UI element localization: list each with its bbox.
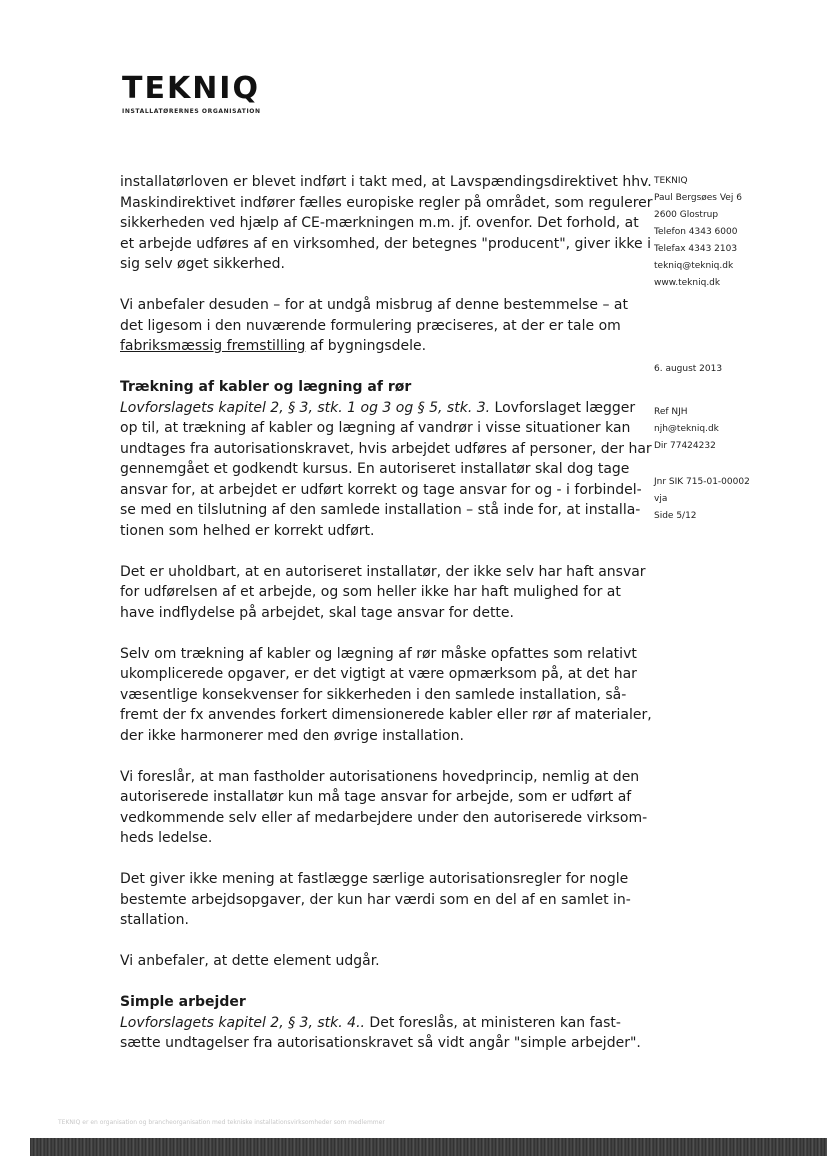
initials: vja bbox=[654, 494, 668, 504]
text-line: Det giver ikke mening at fastlægge særlige autorisationsregler for nogle bbox=[120, 871, 629, 887]
footer-text: TEKNIQ er en organisation og brancheorganisation med tekniske installationsvirksomheder som medlemmer bbox=[58, 1119, 385, 1126]
letter-body bbox=[120, 172, 653, 1054]
text-line: fremt der fx anvendes forkert dimensionerede kabler eller rør af materialer, bbox=[120, 707, 652, 723]
text-line: autoriserede installatør kun må tage ansvar for arbejde, som er udført af bbox=[120, 789, 632, 805]
paragraph bbox=[120, 951, 640, 972]
text-line: det ligesom i den nuværende formulering præciseres, at der er tale om bbox=[120, 317, 621, 334]
text-line: Det er uholdbart, at en autoriseret installatør, der ikke selv har haft ansvar bbox=[120, 563, 646, 580]
text-line: ukomplicerede opgaver, er det vigtigt at være opmærksom på, at det har bbox=[120, 666, 637, 682]
sender-email: tekniq@tekniq.dk bbox=[654, 261, 734, 271]
journal-info bbox=[654, 474, 814, 525]
text-line: sætte undtagelser fra autorisationskravet så vidt angår "simple arbejder". bbox=[120, 1035, 641, 1051]
sender-org: TEKNIQ bbox=[654, 176, 688, 186]
paragraph bbox=[120, 644, 652, 747]
text-line: bestemte arbejdsopgaver, der kun har værdi som en del af en samlet in- bbox=[120, 891, 631, 908]
sender-fax: Telefax 4343 2103 bbox=[654, 244, 738, 254]
sender-info bbox=[654, 173, 814, 292]
page-number: Side 5/12 bbox=[654, 511, 697, 521]
law-reference: Lovforslagets kapitel 2, § 3, stk. 1 og 3 og § 5, stk. 3. bbox=[120, 399, 491, 416]
document-meta bbox=[654, 361, 814, 378]
logo-tagline: INSTALLATØRERNES ORGANISATION bbox=[122, 108, 261, 115]
law-reference: Lovforslagets kapitel 2, § 3, stk. 4.. bbox=[120, 1014, 365, 1031]
text-line bbox=[120, 398, 640, 419]
paragraph bbox=[120, 767, 648, 849]
document-date: 6. august 2013 bbox=[654, 364, 723, 374]
logo bbox=[122, 72, 261, 115]
text-line: have indflydelse på arbejdet, skal tage ansvar for dette. bbox=[120, 604, 514, 621]
text-line: heds ledelse. bbox=[120, 830, 213, 846]
logo-wordmark: TEKNIQ bbox=[122, 71, 260, 106]
sender-city: 2600 Glostrup bbox=[654, 210, 719, 220]
section-cables bbox=[120, 377, 652, 541]
direct-phone: Dir 77424232 bbox=[654, 441, 716, 451]
text-span: Det foreslås, at ministeren kan fast- bbox=[364, 1014, 621, 1031]
sender-web: www.tekniq.dk bbox=[654, 278, 721, 288]
text-line: tionen som helhed er korrekt udført. bbox=[120, 522, 375, 539]
text-line: stallation. bbox=[120, 912, 189, 928]
text-line: undtages fra autorisationskravet, hvis arbejdet udføres af personer, der har bbox=[120, 440, 652, 457]
paragraph bbox=[120, 295, 640, 357]
text-line: vedkommende selv eller af medarbejdere under den autoriserede virksom- bbox=[120, 809, 648, 826]
paragraph bbox=[120, 562, 646, 624]
text-line: Selv om trækning af kabler og lægning af rør måske opfattes som relativt bbox=[120, 645, 637, 662]
reference-info bbox=[654, 404, 814, 455]
section-simple-work bbox=[120, 992, 640, 1054]
footer-bar bbox=[30, 1138, 827, 1156]
paragraph bbox=[120, 869, 640, 931]
text-line: et arbejde udføres af en virksomhed, der betegnes "producent", giver ikke i bbox=[120, 235, 651, 252]
text-line: for udførelsen af et arbejde, og som heller ikke har haft mulighed for at bbox=[120, 584, 621, 600]
text-line: Maskindirektivet indfører fælles europiske regler på området, som regulerer bbox=[120, 194, 653, 211]
underlined-term: fabriksmæssig fremstilling bbox=[120, 338, 306, 354]
journal-number: Jnr SIK 715-01-00002 bbox=[654, 477, 750, 487]
text-line: væsentlige konsekvenser for sikkerheden i den samlede installation, så- bbox=[120, 686, 627, 703]
text-line: gennemgået et godkendt kursus. En autoriseret installatør skal dog tage bbox=[120, 461, 630, 477]
text-line: Vi anbefaler, at dette element udgår. bbox=[120, 953, 380, 969]
text-line: se med en tilslutning af den samlede installation – stå inde for, at installa- bbox=[120, 502, 641, 518]
text-line: op til, at trækning af kabler og lægning af vandrør i visse situationer kan bbox=[120, 420, 631, 436]
reference: Ref NJH bbox=[654, 407, 688, 417]
text-line: installatørloven er blevet indført i takt med, at Lavspændingsdirektivet hhv. bbox=[120, 174, 652, 190]
section-heading: Simple arbejder bbox=[120, 994, 246, 1010]
text-line: sikkerheden ved hjælp af CE-mærkningen m.m. jf. ovenfor. Det forhold, at bbox=[120, 215, 639, 231]
text-line: sig selv øget sikkerhed. bbox=[120, 256, 285, 272]
text-span: af bygningsdele. bbox=[305, 338, 427, 354]
section-heading: Trækning af kabler og lægning af rør bbox=[120, 379, 412, 395]
text-line bbox=[120, 1013, 640, 1034]
sender-address: Paul Bergsøes Vej 6 bbox=[654, 193, 742, 203]
text-line: Vi foreslår, at man fastholder autorisationens hovedprincip, nemlig at den bbox=[120, 768, 640, 785]
sender-phone: Telefon 4343 6000 bbox=[654, 227, 738, 237]
text-line: ansvar for, at arbejdet er udført korrekt og tage ansvar for og - i forbindel- bbox=[120, 481, 642, 498]
text-line bbox=[120, 336, 640, 357]
text-line: Vi anbefaler desuden – for at undgå misbrug af denne bestemmelse – at bbox=[120, 297, 628, 313]
text-line: der ikke harmonerer med den øvrige installation. bbox=[120, 727, 464, 744]
text-span: Lovforslaget lægger bbox=[490, 399, 636, 416]
reference-email: njh@tekniq.dk bbox=[654, 424, 719, 434]
paragraph bbox=[120, 172, 653, 275]
